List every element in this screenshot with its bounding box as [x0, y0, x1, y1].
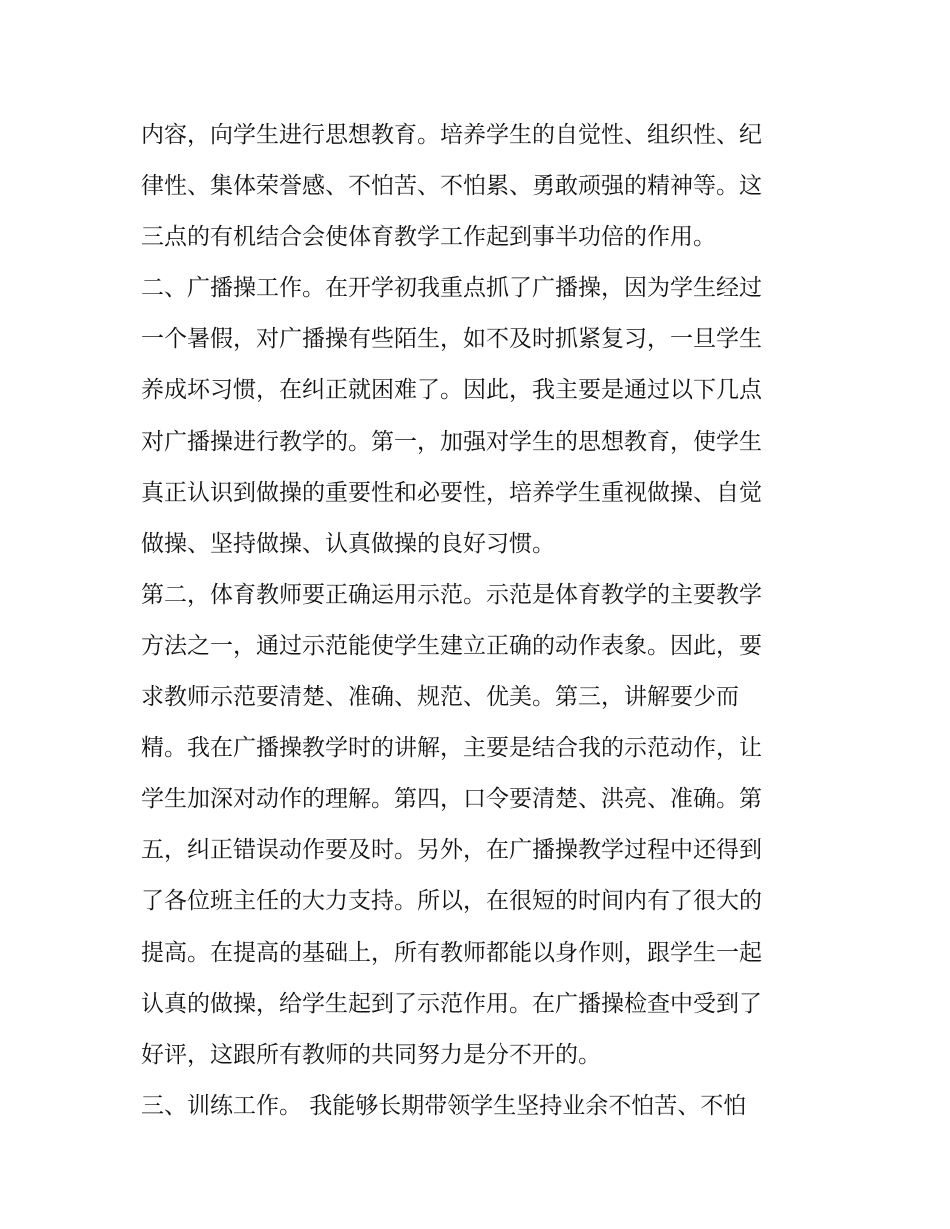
text-line: 了各位班主任的大力支持。所以，在很短的时间内有了很大的 — [141, 888, 762, 915]
body-text — [141, 110, 821, 1132]
text-line: 方法之一，通过示范能使学生建立正确的动作表象。因此，要 — [141, 632, 762, 659]
text-line: 学生加深对动作的理解。第四，口令要清楚、洪亮、准确。第 — [141, 786, 762, 813]
text-line: 好评，这跟所有教师的共同努力是分不开的。 — [141, 1041, 601, 1068]
text-line: 求教师示范要清楚、准确、规范、优美。第三，讲解要少而 — [141, 684, 739, 711]
text-line: 真正认识到做操的重要性和必要性，培养学生重视做操、自觉 — [141, 479, 762, 506]
text-line: 提高。在提高的基础上，所有教师都能以身作则，跟学生一起 — [141, 939, 762, 966]
text-line: 五，纠正错误动作要及时。另外，在广播操教学过程中还得到 — [141, 837, 762, 864]
text-line: 三点的有机结合会使体育教学工作起到事半功倍的作用。 — [141, 224, 716, 251]
text-line: 二、广播操工作。在开学初我重点抓了广播操，因为学生经过 — [141, 275, 762, 302]
text-line: 认真的做操，给学生起到了示范作用。在广播操检查中受到了 — [141, 990, 762, 1017]
text-line: 养成坏习惯，在纠正就困难了。因此，我主要是通过以下几点 — [141, 377, 762, 404]
text-line: 精。我在广播操教学时的讲解，主要是结合我的示范动作，让 — [141, 735, 762, 762]
text-line: 一个暑假，对广播操有些陌生，如不及时抓紧复习，一旦学生 — [141, 326, 762, 353]
text-line: 三、训练工作。 我能够长期带领学生坚持业余不怕苦、不怕 — [141, 1092, 747, 1119]
text-line: 做操、坚持做操、认真做操的良好习惯。 — [141, 530, 555, 557]
text-line: 第二，体育教师要正确运用示范。示范是体育教学的主要教学 — [141, 581, 762, 608]
text-line: 内容，向学生进行思想教育。培养学生的自觉性、组织性、纪 — [141, 122, 762, 148]
text-line: 对广播操进行教学的。第一，加强对学生的思想教育，使学生 — [141, 428, 762, 455]
text-line: 律性、集体荣誉感、不怕苦、不怕累、勇敢顽强的精神等。这 — [141, 173, 762, 200]
